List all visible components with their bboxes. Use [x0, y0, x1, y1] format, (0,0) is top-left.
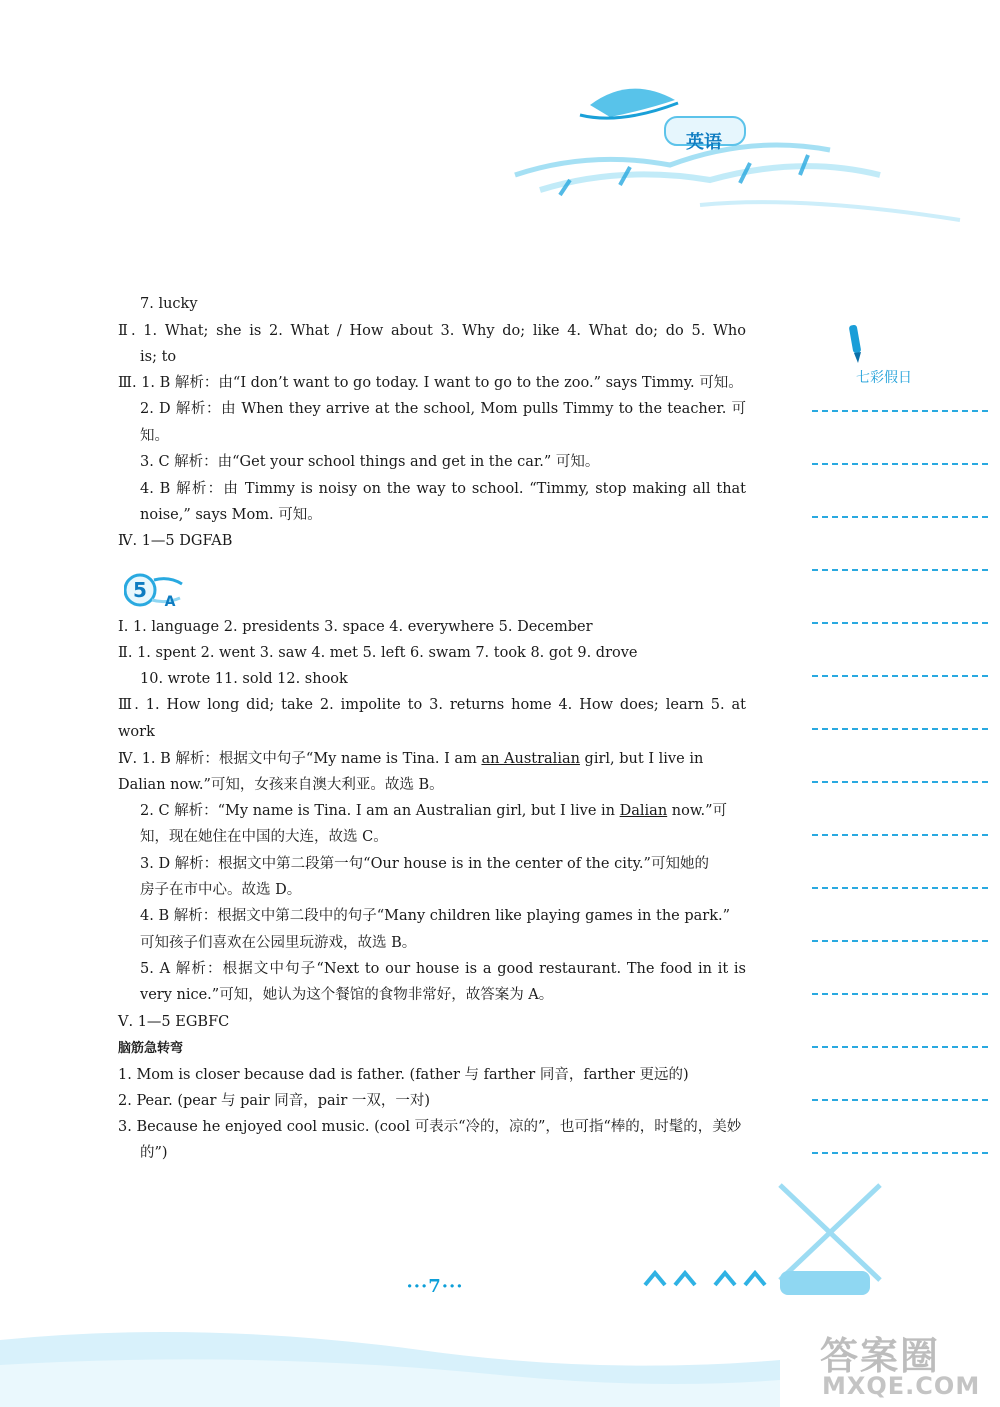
answer-line: work: [118, 724, 155, 740]
note-line: [812, 622, 988, 624]
section-letter: A: [164, 594, 176, 610]
section-number: 5: [133, 578, 147, 602]
answer-line: [118, 750, 746, 768]
underlined-phrase: Dalian: [619, 803, 668, 819]
section-badge-icon: [124, 570, 186, 610]
note-line: [812, 1099, 988, 1101]
section-heading: 脑筋急转弯: [118, 1041, 184, 1056]
answer-line: 4. B 解析：根据文中第二段中的句子“Many children like playing games in the park.”: [140, 908, 731, 924]
underlined-phrase: an Australian: [481, 751, 580, 767]
note-line: [812, 993, 988, 995]
answer-line: [140, 802, 768, 820]
answer-line: Ⅰ. 1. language 2. presidents 3. space 4. everywhere 5. December: [118, 619, 593, 635]
text-span: now.”可: [667, 803, 728, 819]
note-line: [812, 463, 988, 465]
answer-line: Ⅲ. 1. How long did; take 2. impolite to 3. returns home 4. How does; learn 5. at: [118, 697, 746, 713]
answer-line: 10. wrote 11. sold 12. shook: [140, 671, 348, 687]
answer-line: 5. A 解析：根据文中句子“Next to our house is a good restaurant. The food in it is: [140, 961, 746, 977]
answer-line: 房子在市中心。故选 D。: [140, 882, 302, 898]
answer-line: 3. D 解析：根据文中第二段第一句“Our house is in the center of the city.”可知她的: [140, 856, 709, 872]
answer-line: Ⅲ. 1. B 解析：由“I don’t want to go today. I want to go to the zoo.” says Timmy. 可知。: [118, 375, 743, 391]
answer-line: 2. D 解析：由 When they arrive at the school, Mom pulls Timmy to the teacher. 可: [140, 401, 746, 417]
side-label: 七彩假日: [856, 370, 912, 386]
answer-line: Ⅴ. 1—5 EGBFC: [118, 1014, 230, 1030]
watermark-logo: 答案圈: [820, 1334, 941, 1378]
note-line: [812, 940, 988, 942]
answer-line: 知，现在她住在中国的大连，故选 C。: [140, 829, 388, 845]
answer-line: 知。: [140, 428, 169, 444]
answer-line: Ⅳ. 1—5 DGFAB: [118, 533, 233, 549]
note-line: [812, 516, 988, 518]
answer-line: 3. Because he enjoyed cool music. (cool 可表示“冷的，凉的”，也可指“棒的，时髦的，美妙: [118, 1119, 742, 1135]
note-line: [812, 569, 988, 571]
note-line: [812, 728, 988, 730]
answer-line: Ⅱ. 1. What; she is 2. What / How about 3. Why do; like 4. What do; do 5. Who: [118, 323, 746, 339]
subject-title: 英语: [686, 132, 722, 153]
note-line: [812, 1046, 988, 1048]
note-line: [812, 675, 988, 677]
watermark-url: MXQE.COM: [822, 1372, 981, 1400]
text-span: girl, but I live in: [579, 751, 704, 767]
answer-line: 1. Mom is closer because dad is father. (father 与 farther 同音，farther 更远的): [118, 1067, 689, 1083]
text-span: Ⅳ. 1. B 解析：根据文中句子“My name is Tina. I am: [118, 751, 482, 767]
header-decoration: [500, 55, 970, 230]
answer-line: is; to: [140, 349, 177, 365]
answer-line: 7. lucky: [140, 296, 198, 312]
page-number: ···7···: [406, 1276, 464, 1297]
note-line: [812, 410, 988, 412]
note-line: [812, 781, 988, 783]
answer-line: very nice.”可知，她认为这个餐馆的食物非常好，故答案为 A。: [140, 987, 554, 1003]
answer-line: Ⅱ. 1. spent 2. went 3. saw 4. met 5. left 6. swam 7. took 8. got 9. drove: [118, 645, 638, 661]
answer-line: 可知孩子们喜欢在公园里玩游戏，故选 B。: [140, 935, 417, 951]
answer-line: 4. B 解析：由 Timmy is noisy on the way to school. “Timmy, stop making all that: [140, 481, 746, 497]
note-line: [812, 887, 988, 889]
answer-line: 2. Pear. (pear 与 pair 同音，pair 一双，一对): [118, 1093, 431, 1109]
note-line: [812, 1152, 988, 1154]
pencil-icon: [846, 323, 868, 365]
footer-ornament: [640, 1265, 930, 1305]
text-span: 2. C 解析：“My name is Tina. I am an Australian girl, but I live in: [140, 803, 620, 819]
answer-line: Dalian now.”可知，女孩来自澳大利亚。故选 B。: [118, 777, 444, 793]
answer-line: noise,” says Mom. 可知。: [140, 507, 322, 523]
note-line: [812, 834, 988, 836]
answer-line: 3. C 解析：由“Get your school things and get in the car.” 可知。: [140, 454, 600, 470]
answer-line: 的”): [140, 1145, 168, 1161]
